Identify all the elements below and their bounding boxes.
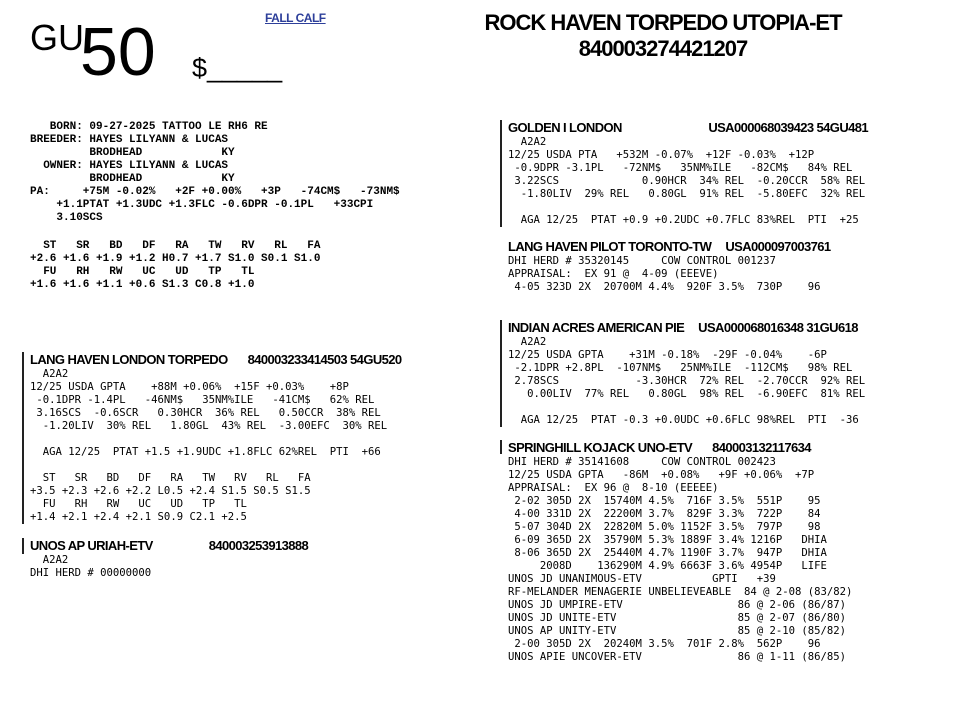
dam-line: ST SR BD DF RA TW RV RL FA bbox=[30, 472, 311, 484]
dam-dam-line: 12/25 USDA GPTA -86M +0.08% +9F +0.06% +7P bbox=[508, 469, 815, 481]
dam-dam-line: 5-07 304D 2X 22820M 5.0% 1152F 3.5% 797P 98 bbox=[508, 521, 821, 533]
info-line: +1.1PTAT +1.3UDC +1.3FLC -0.6DPR -0.1PL +33CPI bbox=[30, 199, 374, 211]
mgd-header bbox=[30, 538, 430, 554]
sire-dam-details bbox=[508, 255, 888, 294]
dam-dam-line: APPRAISAL: EX 96 @ 8-10 (EEEEE) bbox=[508, 482, 719, 494]
dam-line: +3.5 +2.3 +2.6 +2.2 L0.5 +2.4 S1.5 S0.5 S1.5 bbox=[30, 485, 311, 497]
dam-sire-line: 0.00LIV 77% REL 0.80GL 98% REL -6.90EFC 81% REL bbox=[508, 388, 866, 400]
dam-line: -1.20LIV 30% REL 1.80GL 43% REL -3.00EFC 30% REL bbox=[30, 420, 388, 432]
sire-line: A2A2 bbox=[508, 136, 547, 148]
sire-line: 12/25 USDA PTA +532M -0.07% +12F -0.03% +12P bbox=[508, 149, 815, 161]
sire-dam-name: LANG HAVEN PILOT TORONTO-TW bbox=[508, 239, 712, 254]
dam-dam-line: 2-00 305D 2X 20240M 3.5% 701F 2.8% 562P 96 bbox=[508, 638, 821, 650]
dam-dam-line: 4-00 331D 2X 22200M 3.7% 829F 3.3% 722P 84 bbox=[508, 508, 821, 520]
mgd-line: DHI HERD # 00000000 bbox=[30, 567, 152, 579]
dam-dam-line: 6-09 365D 2X 35790M 5.3% 1889F 3.4% 1216P DHIA bbox=[508, 534, 827, 546]
dam-sire-line: 12/25 USDA GPTA +31M -0.18% -29F -0.04% -6P bbox=[508, 349, 827, 361]
dam-header bbox=[30, 352, 470, 368]
lot-number: 50 bbox=[80, 14, 156, 90]
dam-line: 12/25 USDA GPTA +88M +0.06% +15F +0.03% +8P bbox=[30, 381, 349, 393]
linear-line: FU RH RW UC UD TP TL bbox=[30, 266, 255, 278]
dam-line bbox=[30, 459, 470, 472]
sire-id: USA000068039423 54GU481 bbox=[708, 120, 868, 135]
dam-dam-line: UNOS JD UNANIMOUS-ETV GPTI +39 bbox=[508, 573, 776, 585]
sire-line bbox=[508, 201, 888, 214]
dam-sire-id: USA000068016348 31GU618 bbox=[698, 320, 858, 335]
price-field: $_____ bbox=[192, 53, 283, 83]
dam-sire-line bbox=[508, 401, 888, 414]
mgd-name: UNOS AP URIAH-ETV bbox=[30, 538, 153, 553]
dam-id: 840003233414503 54GU520 bbox=[247, 352, 402, 367]
sire-details bbox=[508, 136, 888, 227]
sire-line: -1.80LIV 29% REL 0.80GL 91% REL -5.80EFC 32% REL bbox=[508, 188, 866, 200]
dam-dam-line: 2008D 136290M 4.9% 6663F 3.6% 4954P LIFE bbox=[508, 560, 827, 572]
animal-title bbox=[440, 10, 886, 62]
animal-name: ROCK HAVEN TORPEDO UTOPIA-ET bbox=[484, 10, 842, 35]
animal-info bbox=[30, 121, 400, 225]
dam-line: 3.16SCS -0.6SCR 0.30HCR 36% REL 0.50CCR 38% REL bbox=[30, 407, 381, 419]
dam-sire-line: A2A2 bbox=[508, 336, 547, 348]
dam-dam-line: UNOS JD UMPIRE-ETV 86 @ 2-06 (86/87) bbox=[508, 599, 847, 611]
info-line: BREEDER: HAYES LILYANN & LUCAS bbox=[30, 134, 229, 146]
sire-line: -0.9DPR -3.1PL -72NM$ 35NM%ILE -82CM$ 84% REL bbox=[508, 162, 853, 174]
dam-line: A2A2 bbox=[30, 368, 69, 380]
dam-block bbox=[22, 352, 470, 524]
sale-type-label: FALL CALF bbox=[265, 11, 326, 25]
dam-sire-line: 2.78SCS -3.30HCR 72% REL -2.70CCR 92% REL bbox=[508, 375, 866, 387]
info-line: PA: +75M -0.02% +2F +0.00% +3P -74CM$ -73NM$ bbox=[30, 186, 400, 198]
info-line: BORN: 09-27-2025 TATTOO LE RH6 RE bbox=[30, 121, 268, 133]
linear-line: +2.6 +1.6 +1.9 +1.2 H0.7 +1.7 S1.0 S0.1 S1.0 bbox=[30, 253, 321, 265]
dam-sire-header bbox=[508, 320, 888, 336]
dam-line: -0.1DPR -1.4PL -46NM$ 35NM%ILE -41CM$ 62% REL bbox=[30, 394, 375, 406]
dam-dam-line: UNOS APIE UNCOVER-ETV 86 @ 1-11 (86/85) bbox=[508, 651, 847, 663]
sire-dam-id: USA000097003761 bbox=[725, 239, 831, 254]
dam-dam-name: SPRINGHILL KOJACK UNO-ETV bbox=[508, 440, 693, 455]
sire-dam-header bbox=[508, 239, 888, 255]
info-line: 3.10SCS bbox=[30, 212, 103, 224]
sire-name: GOLDEN I LONDON bbox=[508, 120, 622, 135]
dam-name: LANG HAVEN LONDON TORPEDO bbox=[30, 352, 228, 367]
sire-dam-line: DHI HERD # 35320145 COW CONTROL 001237 bbox=[508, 255, 776, 267]
dam-line bbox=[30, 433, 470, 446]
lot-prefix: GU bbox=[30, 17, 84, 58]
dam-line: AGA 12/25 PTAT +1.5 +1.9UDC +1.8FLC 62%REL PTI +66 bbox=[30, 446, 381, 458]
info-line: BRODHEAD KY bbox=[30, 173, 235, 185]
sire-dam-line: APPRAISAL: EX 91 @ 4-09 (EEEVE) bbox=[508, 268, 719, 280]
dam-dam-line: UNOS JD UNITE-ETV 85 @ 2-07 (86/80) bbox=[508, 612, 847, 624]
dam-sire-details bbox=[508, 336, 888, 427]
linear-line: ST SR BD DF RA TW RV RL FA bbox=[30, 240, 321, 252]
sire-line: AGA 12/25 PTAT +0.9 +0.2UDC +0.7FLC 83%REL PTI +25 bbox=[508, 214, 859, 226]
dam-dam-line: RF-MELANDER MENAGERIE UNBELIEVEABLE 84 @ 2-08 (83/82) bbox=[508, 586, 853, 598]
dam-dam-block bbox=[508, 440, 928, 664]
animal-id: 840003274421207 bbox=[578, 36, 748, 61]
mgd-id: 840003253913888 bbox=[208, 538, 309, 553]
sire-dam-line: 4-05 323D 2X 20700M 4.4% 920F 3.5% 730P 96 bbox=[508, 281, 821, 293]
sire-line: 3.22SCS 0.90HCR 34% REL -0.20CCR 58% REL bbox=[508, 175, 866, 187]
dam-sire-line: AGA 12/25 PTAT -0.3 +0.0UDC +0.6FLC 98%REL PTI -36 bbox=[508, 414, 859, 426]
info-line: OWNER: HAYES LILYANN & LUCAS bbox=[30, 160, 229, 172]
dam-sire-line: -2.1DPR +2.8PL -107NM$ 25NM%ILE -112CM$ 98% REL bbox=[508, 362, 853, 374]
dam-dam-divider bbox=[500, 440, 502, 454]
dam-sire-name: INDIAN ACRES AMERICAN PIE bbox=[508, 320, 685, 335]
mgd-block bbox=[30, 538, 430, 580]
mgd-divider bbox=[22, 538, 24, 554]
dam-dam-line: 2-02 305D 2X 15740M 4.5% 716F 3.5% 551P 95 bbox=[508, 495, 821, 507]
dam-dam-id: 840003132117634 bbox=[712, 440, 811, 455]
mgd-details bbox=[30, 554, 430, 580]
dam-sire-block bbox=[500, 320, 888, 427]
dam-dam-line: 8-06 365D 2X 25440M 4.7% 1190F 3.7% 947P DHIA bbox=[508, 547, 827, 559]
dam-dam-details bbox=[508, 456, 928, 664]
sire-header bbox=[508, 120, 888, 136]
dam-dam-line: DHI HERD # 35141608 COW CONTROL 002423 bbox=[508, 456, 776, 468]
sire-block bbox=[500, 120, 888, 227]
dam-dam-header bbox=[508, 440, 928, 456]
dam-line: FU RH RW UC UD TP TL bbox=[30, 498, 247, 510]
linear-traits bbox=[30, 240, 320, 292]
dam-dam-line: UNOS AP UNITY-ETV 85 @ 2-10 (85/82) bbox=[508, 625, 847, 637]
sire-dam-block bbox=[508, 239, 888, 294]
info-line: BRODHEAD KY bbox=[30, 147, 235, 159]
linear-line: +1.6 +1.6 +1.1 +0.6 S1.3 C0.8 +1.0 bbox=[30, 279, 255, 291]
dam-line: +1.4 +2.1 +2.4 +2.1 S0.9 C2.1 +2.5 bbox=[30, 511, 247, 523]
mgd-line: A2A2 bbox=[30, 554, 69, 566]
dam-details bbox=[30, 368, 470, 524]
